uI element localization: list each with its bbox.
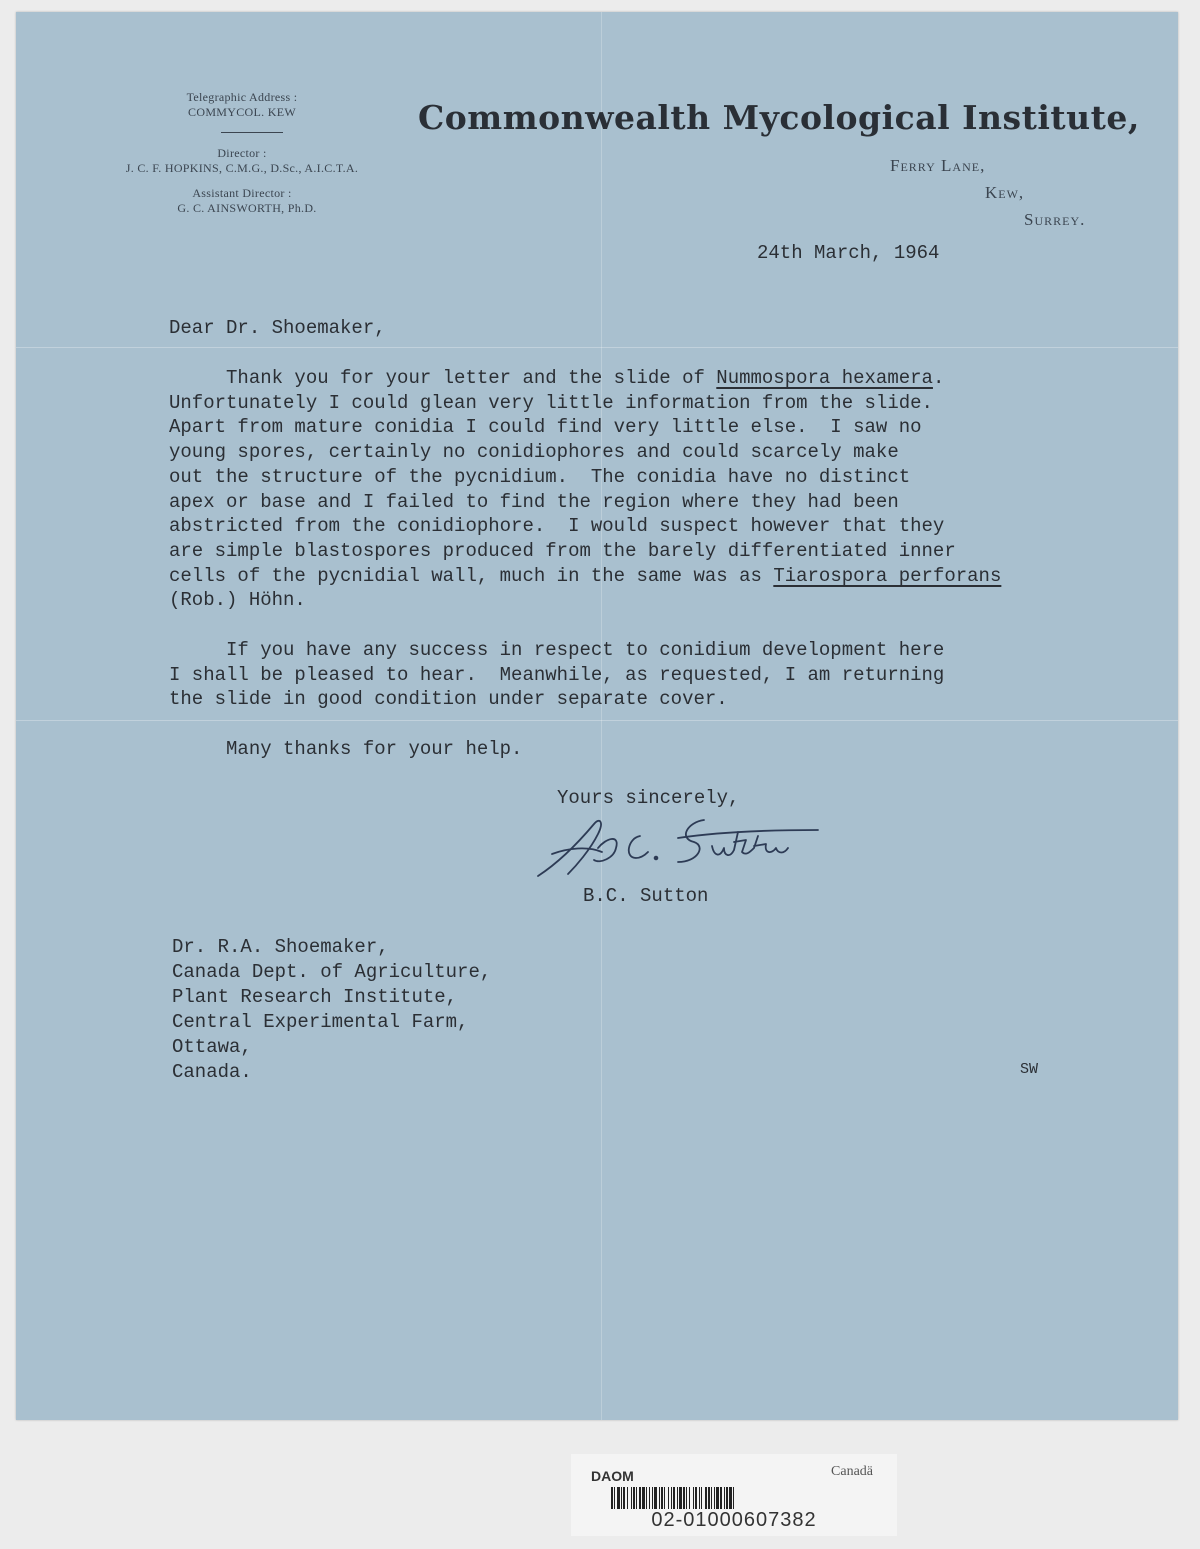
body-text: . — [932, 367, 945, 389]
assistant-director-name: G. C. AINSWORTH, Ph.D. — [177, 201, 317, 215]
barcode-bar — [671, 1487, 672, 1509]
barcode-bar — [614, 1487, 615, 1509]
letter-sheet — [16, 12, 1178, 1420]
barcode-bar — [689, 1487, 690, 1509]
barcode-label — [571, 1454, 897, 1536]
collection-code: DAOM — [591, 1468, 634, 1484]
body-line: abstricted from the conidiophore. I would suspect however that they — [169, 515, 945, 538]
barcode-bar — [654, 1487, 657, 1509]
barcode-bar — [716, 1487, 719, 1509]
barcode-bar — [711, 1487, 712, 1509]
body-line: are simple blastospores produced from the barely differentiated inner — [169, 539, 956, 562]
body-line: I shall be pleased to hear. Meanwhile, as requested, I am returning — [169, 663, 945, 686]
barcode-bar — [701, 1487, 702, 1509]
barcode-bar — [652, 1487, 653, 1509]
address-line-2: Kew, — [985, 183, 1025, 202]
body-line: If you have any success in respect to conidium development here — [169, 639, 945, 661]
director-name: J. C. F. HOPKINS, C.M.G., D.Sc., A.I.C.T.A. — [125, 161, 359, 175]
barcode-bar — [705, 1487, 707, 1509]
address-line-1: Ferry Lane, — [890, 156, 986, 175]
telegraphic-address-label: Telegraphic Address : — [186, 90, 298, 104]
barcode-bar — [724, 1487, 725, 1509]
barcode-bar — [695, 1487, 697, 1509]
body-line: Unfortunately I could glean very little information from the slide. — [169, 391, 933, 414]
body-line: the slide in good condition under separate cover. — [169, 688, 728, 711]
barcode-bar — [699, 1487, 700, 1509]
address-line-3: Surrey. — [1024, 210, 1086, 229]
barcode-bar — [679, 1487, 682, 1509]
barcode-bar — [714, 1487, 715, 1509]
barcode-bar — [668, 1487, 669, 1509]
assistant-director-label: Assistant Director : — [192, 186, 292, 200]
fold-line — [601, 12, 602, 1420]
barcode-bar — [733, 1487, 734, 1509]
handwritten-signature — [528, 808, 828, 888]
signature-stroke — [678, 830, 818, 838]
barcode-bar — [726, 1487, 728, 1509]
signature-stroke — [629, 836, 648, 858]
signature-stroke — [712, 832, 788, 855]
signer-name: B.C. Sutton — [583, 885, 709, 907]
barcode-bar — [617, 1487, 620, 1509]
fold-line — [16, 720, 1178, 721]
barcode-bar — [661, 1487, 663, 1509]
barcode-bar — [611, 1487, 613, 1509]
barcode-bar — [729, 1487, 732, 1509]
barcode-bar — [639, 1487, 641, 1509]
institute-name: Commonwealth Mycological Institute, — [418, 98, 1140, 137]
recipient-line: Canada Dept. of Agriculture, — [172, 961, 492, 983]
signature-stroke — [552, 848, 602, 854]
barcode-bar — [627, 1487, 628, 1509]
barcode-number: 02-01000607382 — [651, 1509, 817, 1531]
barcode-bar — [664, 1487, 665, 1509]
telegraphic-address-value: COMMYCOL. KEW — [188, 105, 296, 119]
barcode-bar — [621, 1487, 622, 1509]
barcode-bar — [683, 1487, 685, 1509]
taxon-name: Tiarospora perforans — [773, 564, 1002, 587]
barcode-bar — [686, 1487, 687, 1509]
body-line: out the structure of the pycnidium. The conidia have no distinct — [169, 465, 911, 488]
body-line: young spores, certainly no conidiophores and could scarcely make — [169, 441, 899, 464]
barcode-bar — [673, 1487, 675, 1509]
barcode-bar — [631, 1487, 632, 1509]
taxon-name: Nummospora hexamera — [716, 367, 933, 389]
recipient-line: Canada. — [172, 1061, 252, 1083]
barcode-bar — [646, 1487, 647, 1509]
closing: Yours sincerely, — [557, 787, 740, 809]
letterhead-divider — [221, 132, 283, 133]
letter-date: 24th March, 1964 — [757, 242, 940, 264]
body-line: (Rob.) Höhn. — [169, 589, 306, 612]
recipient-line: Central Experimental Farm, — [172, 1011, 469, 1033]
body-line: Apart from mature conidia I could find very little else. I saw no — [169, 416, 922, 439]
signature-stroke — [678, 820, 704, 862]
barcode-bar — [720, 1487, 722, 1509]
barcode-bar — [708, 1487, 710, 1509]
barcode-icon — [611, 1487, 857, 1509]
barcode-bar — [677, 1487, 678, 1509]
barcode-bar — [636, 1487, 637, 1509]
barcode-bar — [642, 1487, 645, 1509]
typist-initials: SW — [1020, 1061, 1039, 1078]
barcode-bar — [623, 1487, 625, 1509]
barcode-bar — [659, 1487, 660, 1509]
fold-line — [16, 347, 1178, 348]
signature-stroke — [655, 857, 658, 860]
director-label: Director : — [217, 146, 267, 160]
body-line: Many thanks for your help. — [169, 738, 523, 760]
body-line — [169, 366, 944, 391]
body-line — [169, 564, 1001, 589]
barcode-bar — [633, 1487, 635, 1509]
canada-wordmark: Canadä — [831, 1464, 873, 1479]
salutation: Dear Dr. Shoemaker, — [169, 317, 386, 339]
recipient-line: Plant Research Institute, — [172, 986, 458, 1008]
body-text: Thank you for your letter and the slide of — [169, 367, 717, 389]
barcode-bar — [693, 1487, 694, 1509]
barcode-bar — [649, 1487, 650, 1509]
body-line: apex or base and I failed to find the region where they had been — [169, 490, 899, 513]
recipient-line: Ottawa, — [172, 1036, 252, 1058]
body-text: cells of the pycnidial wall, much in the same was as — [169, 564, 774, 587]
recipient-line: Dr. R.A. Shoemaker, — [172, 936, 389, 958]
